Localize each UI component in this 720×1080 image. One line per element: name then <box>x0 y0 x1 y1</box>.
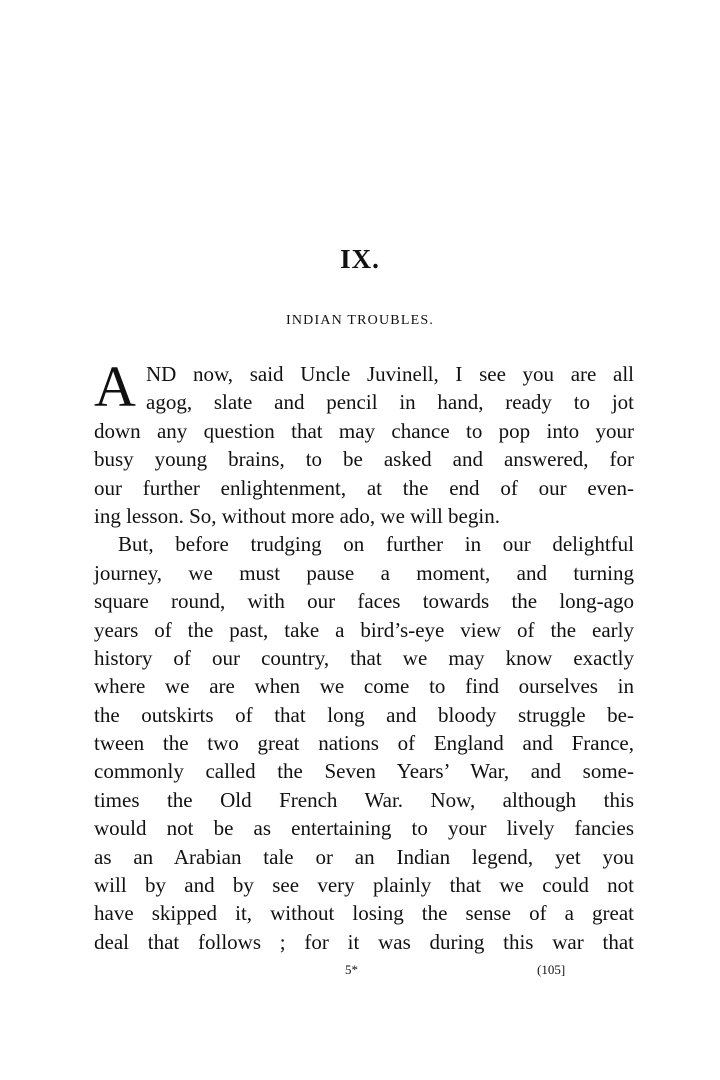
text-line: where we are when we come to find ourselves in <box>94 674 634 699</box>
text-line: ND now, said Uncle Juvinell, I see you are all <box>146 362 634 386</box>
text-line: have skipped it, without losing the sense of a great <box>94 901 634 926</box>
text-line: would not be as entertaining to your lively fancies <box>94 816 634 841</box>
text-line: down any question that may chance to pop into your <box>94 418 634 443</box>
text-line: will by and by see very plainly that we could not <box>94 873 634 898</box>
text-line: years of the past, take a bird’s-eye view of the early <box>94 617 634 642</box>
text-line: as an Arabian tale or an Indian legend, yet you <box>94 844 634 869</box>
text-line: the outskirts of that long and bloody struggle be- <box>94 702 634 727</box>
chapter-title: INDIAN TROUBLES. <box>285 313 435 328</box>
body-text <box>94 354 634 956</box>
text-line: commonly called the Seven Years’ War, and some- <box>94 759 634 784</box>
text-line: busy young brains, to be asked and answered, for <box>94 447 634 472</box>
text-line: times the Old French War. Now, although this <box>94 787 634 812</box>
text-line: agog, slate and pencil in hand, ready to jot <box>146 390 634 415</box>
text-line: our further enlightenment, at the end of our even- <box>94 475 634 500</box>
text-line: history of our country, that we may know exactly <box>94 645 634 670</box>
page-number: (105] <box>537 962 566 977</box>
page-footer <box>0 962 720 982</box>
text-line: deal that follows ; for it was during this war that <box>94 929 634 954</box>
text-line: square round, with our faces towards the long-ago <box>94 589 634 614</box>
signature-mark: 5* <box>345 962 358 977</box>
text-line: tween the two great nations of England and France, <box>94 731 634 756</box>
text-line: But, before trudging on further in our delightful <box>118 532 634 557</box>
text-line: journey, we must pause a moment, and turning <box>94 560 634 585</box>
drop-cap: A <box>94 354 136 419</box>
chapter-number: IX. <box>340 244 380 274</box>
text-line: ing lesson. So, without more ado, we will begin. <box>94 503 500 528</box>
